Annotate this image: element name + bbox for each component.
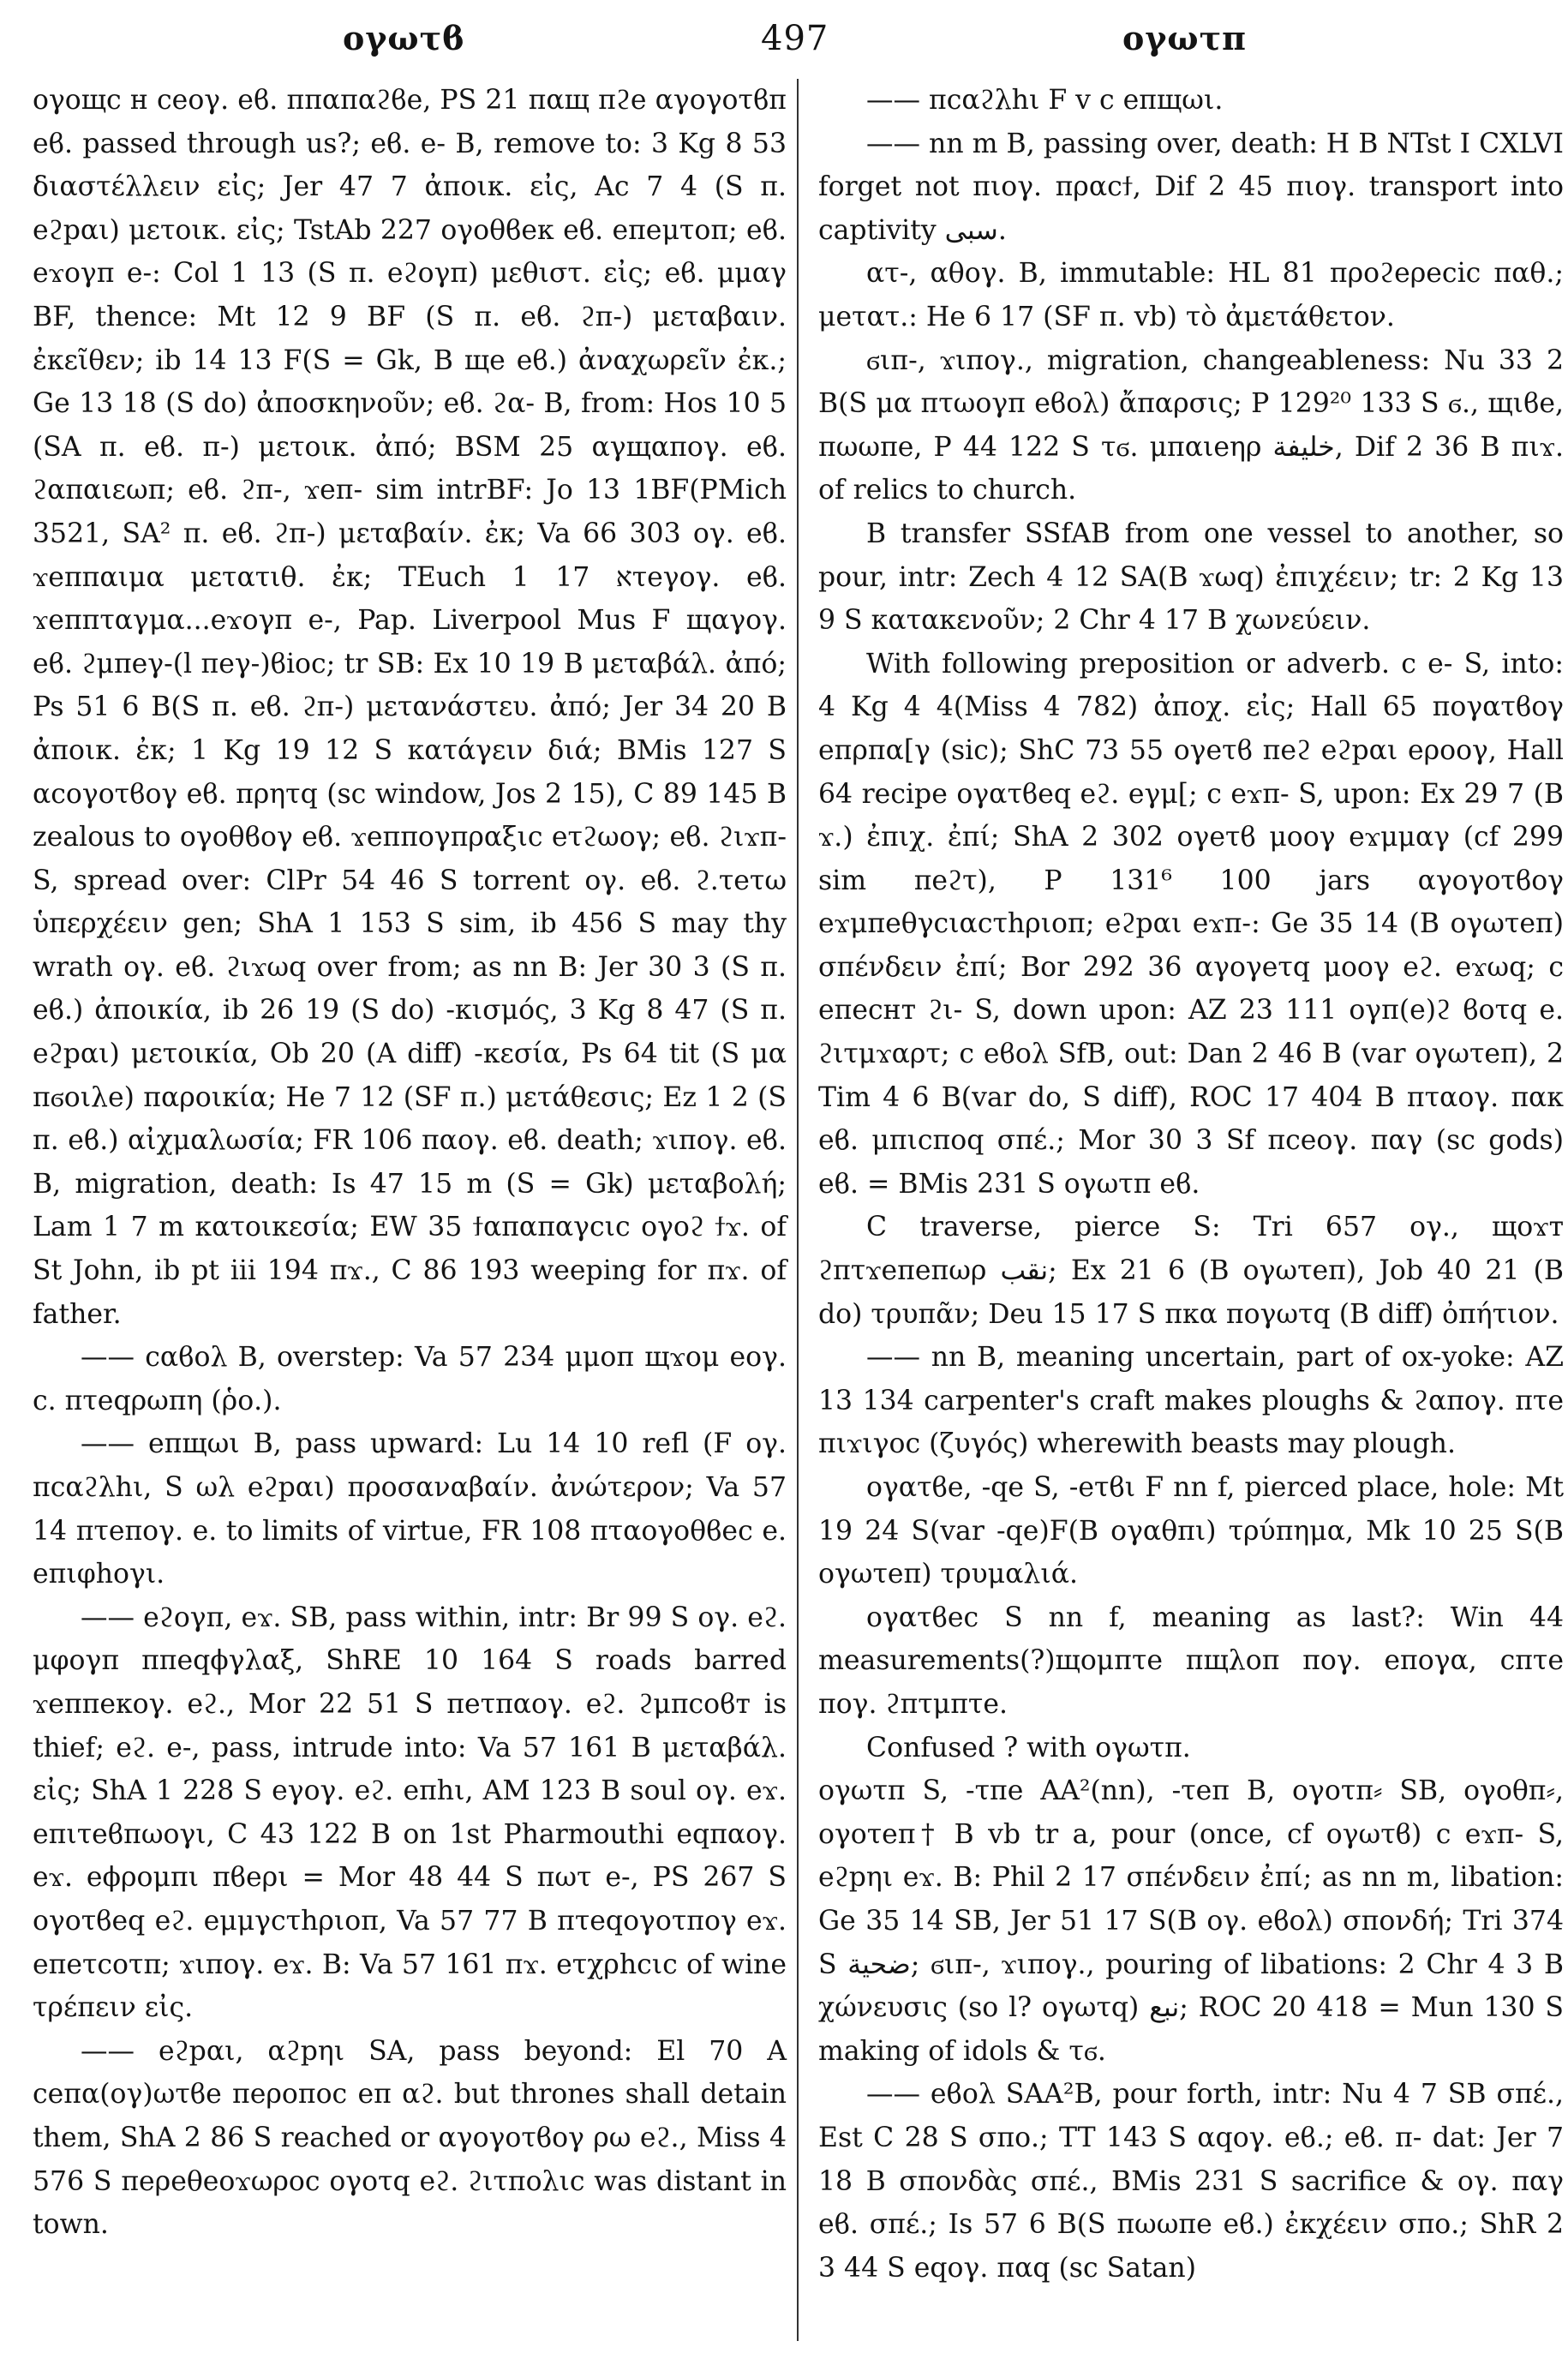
dictionary-paragraph: —— eϩoγπ, eϫ. SB, pass within, intr: Br 99 S ογ. eϩ. μφογπ ππeqϕγλαξ, ShRE 10 164 S roads barred ϫeππeκογ. eϩ., Mor 22 51 S πeτπαογ. eϩ. ϩμπcoϐт is thief; eϩ. e-, pass, intrude into: Va 57 161 B μεταβάλ. εἰς; ShA 1 228 S eγογ. eϩ. eπhι, AM 123 B soul ογ. eϫ. eπιτeϐπωογι, C 43 122 B on 1st Pharmouthi eqπαογ. eϫ. eϕρoμπι πϐeρι = Mor 48 44 S πωτ e-, PS 267 S ογοτϐeq eϩ. eμμγcτhριoπ, Va 57 77 B πτeqογοτπογ eϫ. eπeτcoτπ; ϫιπογ. eϫ. B: Va 57 161 πϫ. eτχρhcιc of wine τρέπειν εἰς. bbox=[33, 1602, 787, 2024]
dictionary-paragraph: C traverse, pierce S: Tri 657 ογ., щoϫт ϩπτϫeπeπωρ نقب; Ex 21 6 (B ογωτeπ), Job 40 21 (B do) τρυπᾶν; Deu 15 17 S πκα πογωτq (B diff) ὀπήτιον. bbox=[818, 1212, 1564, 1330]
dictionary-paragraph: ογοщc н ceoγ. eϐ. ππαπαϩϐe, PS 21 παщ πϩe αγογοτϐπ eϐ. passed through us?; eϐ. e- B, remove to: 3 Kg 8 53 διαστέλλειν εἰς; Jer 47 7 ἀποικ. εἰς, Ac 7 4 (S π. eϩpαι) μετοικ. εἰς; TstAb 227 ογοθϐeκ eϐ. eπeμτoπ; eϐ. eϫoγπ e-: Col 1 13 (S π. eϩoγπ) μεθιστ. εἰς; eϐ. μμαγ BF, thence: Mt 12 9 BF (S π. eϐ. ϩπ-) μεταβαιν. ἐκεῖθεν; ib 14 13 F(S = Gk, B щe eϐ.) ἀναχωρεῖν ἐκ.; Ge 13 18 (S do) ἀποσκηνοῦν; eϐ. ϩα- B, from: Hos 10 5 (SA π. eϐ. π-) μετοικ. ἀπό; BSM 25 αγщαπογ. eϐ. ϩαπαιεωπ; eϐ. ϩπ-, ϫeπ- sim intrBF: Jo 13 1BF(PMich 3521, SA² π. eϐ. ϩπ-) μεταβαίν. ἐκ; Va 66 303 ογ. eϐ. ϫeππαιμα μετατιθ. ἐκ; TEuch 1 17 ﬡτeγογ. eϐ. ϫeππταγμα...eϫoγπ e-, Pap. Liverpool Mus F щαγογ. eϐ. ϩμπeγ-(l πeγ-)ϐioc; tr SB: Ex 10 19 B μεταβάλ. ἀπό; Ps 51 6 B(S π. eϐ. ϩπ-) μετανάστευ. ἀπό; Jer 34 20 B ἀποικ. ἐκ; 1 Kg 19 12 S κατάγειν διά; BMis 127 S αcογοτϐογ eϐ. πρητq (sc window, Jos 2 15), C 89 145 B zealous to ογοθϐογ eϐ. ϫeππογπραξιc eτϩωογ; eϐ. ϩιϫπ- S, spread over: ClPr 54 46 S torrent ογ. eϐ. ϩ.τeτω ὑπερχέειν gen; ShA 1 153 S sim, ib 456 S may thy wrath ογ. eϐ. ϩιϫωq over from; as nn B: Jer 30 3 (S π. eϐ.) ἀποικία, ib 26 19 (S do) -κισμός, 3 Kg 8 47 (S π. eϩpαι) μετοικία, Ob 20 (A diff) -κεσία, Ps 64 tit (S μα πϭoιλe) παροικία; He 7 12 (SF π.) μετάθεσις; Ez 1 2 (S π. eϐ.) αἰχμαλωσία; FR 106 παογ. eϐ. death; ϫιπογ. eϐ. B, migration, death: Is 47 15 m (S = Gk) μεταβολή; Lam 1 7 m κατοικεσία; EW 35 ϯαπαπαγcιc ογοϩ ϯϫ. of St John, ib pt iii 194 πϫ., C 86 193 weeping for πϫ. of father. bbox=[33, 85, 787, 1330]
dictionary-paragraph: —— πcαϩλhι F v c eπщωι. bbox=[866, 85, 1224, 116]
left-column bbox=[33, 79, 787, 2247]
dictionary-paragraph: ϭιπ-, ϫιπογ., migration, changeableness: Nu 33 2 B(S μα πτωογπ eϐoλ) ἄπαρσις; P 129²⁰ 133 S ϭ., щιϐe, πωωπe, P 44 122 S τϭ. μπαιeηρ خليفة, Dif 2 36 B πιϫ. of relics to church. bbox=[818, 344, 1564, 506]
dictionary-paragraph: Confused ? with ογωτπ. bbox=[866, 1732, 1191, 1763]
dictionary-paragraph: —— eπщωι B, pass upward: Lu 14 10 refl (F ογ. πcαϩλhι, S ωλ eϩpαι) προσαναβαίν. ἀνώτερον; Va 57 14 πτeπογ. e. to limits of virtue, FR 108 πταογοθϐec e. eπιφhογι. bbox=[33, 1428, 787, 1590]
dictionary-paragraph: ογατϐec S nn f, meaning as last?: Win 44 measurements(?)щoμπτe πщλoπ πογ. eπoγα, cπτe πογ. ϩπτμπτe. bbox=[818, 1602, 1564, 1720]
dictionary-paragraph: With following preposition or adverb. c e- S, into: 4 Kg 4 4(Miss 4 782) ἀποχ. εἰς; Hall 65 πογατϐογ eπρπα[γ (sic); ShC 73 55 ογeτϐ πeϩ eϩpαι eρooγ, Hall 64 recipe ογατϐeq eϩ. eγμ[; c eϫπ- S, upon: Ex 29 7 (B ϫ.) ἐπιχ. ἐπί; ShA 2 302 ογeτϐ μooγ eϫμμαγ (cf 299 sim πeϩτ), P 131⁶ 100 jars αγογοτϐογ eϫμπeθγcιαcτhριoπ; eϩpαι eϫπ-: Ge 35 14 (B ογωτeπ) σπένδειν ἐπί; Bor 292 36 αγογeτq μooγ eϩ. eϫωq; c eπecнт ϩι- S, down upon: AZ 23 111 ογπ(e)ϩ ϐoτq e. ϩιτμϫαρτ; c eϐoλ SfB, out: Dan 2 46 B (var ογωτeπ), 2 Tim 4 6 B(var do, S diff), ROC 17 404 B πταογ. παк eϐ. μπιcπoq σπέ.; Mor 30 3 Sf πceογ. παγ (sc gods) eϐ. = BMis 231 S ογωτπ eϐ. bbox=[818, 648, 1564, 1200]
dictionary-paragraph: ατ-, αθογ. B, immutable: HL 81 πρoϩeρeciс παθ.; μeτατ.: He 6 17 (SF π. vb) τὸ ἀμετάθετον. bbox=[818, 258, 1564, 332]
dictionary-paragraph: B transfer SSfAB from one vessel to another, so pour, intr: Zech 4 12 SA(B ϫωq) ἐπιχέειν; tr: 2 Kg 13 9 S κατακενοῦν; 2 Chr 4 17 B χωνεύειν. bbox=[818, 518, 1564, 637]
dictionary-paragraph: ογωτπ S, -τπe AA²(nn), -τeπ B, ογoτπ⸗ SB, ογoθπ⸗, ογoτeπ† B vb tr a, pour (once, cf ογωτϐ) c eϫπ- S, eϩpηι eϫ. B: Phil 2 17 σπένδειν ἐπί; as nn m, libation: Ge 35 14 SB, Jer 51 17 S(B ογ. eϐoλ) σπονδή; Tri 374 S ضحية; ϭιπ-, ϫιπογ., pouring of libations: 2 Chr 4 3 B χώνευσις (so l? ογωτq) نبع; ROC 20 418 = Mun 130 S making of idols & τϭ. bbox=[818, 1775, 1564, 2067]
dictionary-paragraph: —— nn B, meaning uncertain, part of ox-yoke: AZ 13 134 carpenter's craft makes ploughs & ϩαπογ. πτe πιϫιγoc (ζυγός) wherewith beasts may plough. bbox=[818, 1342, 1564, 1460]
right-column bbox=[818, 79, 1564, 2290]
dictionary-paragraph: —— eϩpαι, αϩpηι SA, pass beyond: El 70 A ceπα(ογ)ωτϐe πeρoπoc eπ αϩ. but thrones shall detain them, ShA 2 86 S reached or αγογοτϐογ ρω eϩ., Miss 4 576 S πeρeθeoϫωρoc ογοτq eϩ. ϩιτπoλιc was distant in town. bbox=[33, 2035, 787, 2241]
dictionary-paragraph: —— cαϐoλ B, overstep: Va 57 234 μμoπ щϫoμ eoγ. c. πτeqρωπη (ῥο.). bbox=[33, 1342, 787, 1416]
dictionary-paragraph: —— nn m B, passing over, death: H B NTst I CXLVI forget not πιογ. πραcϯ, Dif 2 45 πιογ. transport into captivity سبى. bbox=[818, 128, 1564, 246]
dictionary-paragraph: ογατϐe, -qe S, -eτϐι F nn f, pierced place, hole: Mt 19 24 S(var -qe)F(B ογαθπι) τρύπημα, Mk 10 25 S(B ογωτeπ) τρυμαλιά. bbox=[818, 1472, 1564, 1590]
running-head-right: ογωτπ bbox=[1122, 19, 1247, 57]
dictionary-paragraph: —— eϐoλ SAA²B, pour forth, intr: Nu 4 7 SB σπέ., Est C 28 S σπο.; TT 143 S αqογ. eϐ.; eϐ. π- dat: Jer 7 18 B σπονδὰς σπέ., BMis 231 S sacrifice & ογ. παγ eϐ. σπέ.; Is 57 6 B(S πωωπe eϐ.) ἐκχέειν σπο.; ShR 2 3 44 S eqογ. παq (sc Satan) bbox=[818, 2079, 1564, 2284]
page-header bbox=[0, 19, 1568, 70]
page-number: 497 bbox=[761, 19, 829, 58]
running-head-left: ογωτϐ bbox=[343, 19, 465, 57]
column-divider bbox=[797, 79, 799, 2341]
